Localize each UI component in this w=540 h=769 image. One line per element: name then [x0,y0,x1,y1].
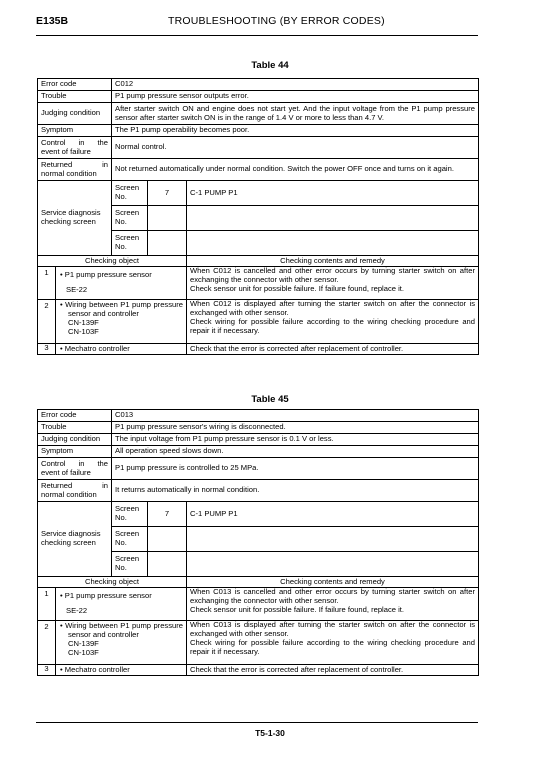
screen-description [187,552,479,577]
checking-object-3 [38,344,187,355]
service-diagnosis-label [38,181,112,256]
screen-label: Screen No. [112,502,148,527]
control-label-line1: Control in the [41,458,108,468]
control-label [38,458,112,480]
checking-contents-header: Checking contents and remedy [187,577,479,588]
check-object-line: CN-139F [68,638,99,648]
control-label-line1: Control in the [41,137,108,147]
screen-description [187,231,479,256]
control-value: P1 pump pressure is controlled to 25 MPa. [112,458,479,480]
checking-remedy-1: When C012 is cancelled and other error occurs by turning starter switch on after exchanging the connector with other sensor. Check sensor unit for possible failure. If failure found, replace it. [187,267,479,300]
control-label [38,137,112,159]
error-code-label: Error code [38,410,112,422]
checking-object-2 [38,621,187,665]
control-label-line2: event of failure [41,146,91,156]
check-number: 1 [38,588,56,620]
check-object-line: • P1 pump pressure sensor [60,591,152,601]
check-object-line: SE-22 [66,285,88,294]
returned-value: Not returned automatically under normal condition. Switch the power OFF once and turns on it again. [112,159,479,181]
check-number: 2 [38,300,56,343]
returned-label [38,159,112,181]
checking-remedy-1: When C013 is cancelled and other error occurs by turning starter switch on after exchanging the connector with other sensor. Check sensor unit for possible failure. If failure found, replace it. [187,588,479,621]
judging-label: Judging condition [38,434,112,446]
judging-label: Judging condition [38,103,112,125]
checking-object-header: Checking object [38,577,187,588]
service-diagnosis-label [38,502,112,577]
returned-value: It returns automatically in normal condition. [112,480,479,502]
returned-label-line2: normal condition [41,168,97,178]
symptom-label: Symptom [38,125,112,137]
screen-number [148,527,187,552]
document-section-title: TROUBLESHOOTING (BY ERROR CODES) [168,15,385,27]
check-object-line: SE-22 [66,606,88,615]
error-table-c012 [37,78,479,355]
returned-label-line1: Returned in [41,480,108,490]
check-object-line: CN-139F [68,317,99,327]
screen-number: 7 [148,502,187,527]
screen-description [187,206,479,231]
table-caption: Table 45 [251,394,289,405]
checking-contents-header: Checking contents and remedy [187,256,479,267]
screen-label: Screen No. [112,181,148,206]
checking-object-2 [38,300,187,344]
error-code-value: C013 [112,410,479,422]
check-object-line: CN-103F [68,647,99,657]
checking-remedy-2: When C012 is displayed after turning the starter switch on after the connector is exchanged with other sensor. Check wiring for possible failure according to the wiring checking procedure and repair it if necessary. [187,300,479,344]
checking-object-1 [38,588,187,621]
screen-description [187,527,479,552]
control-value: Normal control. [112,137,479,159]
check-object-line: • Mechatro controller [60,664,130,674]
trouble-value: P1 pump pressure sensor's wiring is disconnected. [112,422,479,434]
checking-remedy-3: Check that the error is corrected after replacement of controller. [187,344,479,355]
service-label-line2: checking screen [41,538,96,547]
screen-label: Screen No. [112,527,148,552]
screen-number [148,552,187,577]
check-object-line: CN-103F [68,326,99,336]
screen-description: C-1 PUMP P1 [187,502,479,527]
document-model: E135B [36,15,69,27]
returned-label-line1: Returned in [41,159,108,169]
trouble-label: Trouble [38,91,112,103]
control-label-line2: event of failure [41,467,91,477]
checking-remedy-3: Check that the error is corrected after replacement of controller. [187,665,479,676]
symptom-value: The P1 pump operability becomes poor. [112,125,479,137]
check-number: 3 [38,665,56,675]
service-label-line1: Service diagnosis [41,529,101,539]
check-object-line: • P1 pump pressure sensor [60,270,152,280]
table-caption: Table 44 [251,60,289,71]
symptom-value: All operation speed slows down. [112,446,479,458]
check-object-line: • Mechatro controller [60,343,130,353]
judging-value: After starter switch ON and engine does not start yet. And the input voltage from the P1 pump pressure sensor after starter switch ON is in the range of 1.4 V or more to less than 4.7 V. [112,103,479,125]
screen-number: 7 [148,181,187,206]
error-code-value: C012 [112,79,479,91]
screen-label: Screen No. [112,206,148,231]
trouble-label: Trouble [38,422,112,434]
check-number: 2 [38,621,56,664]
symptom-label: Symptom [38,446,112,458]
check-number: 1 [38,267,56,299]
returned-label [38,480,112,502]
screen-label: Screen No. [112,552,148,577]
error-code-label: Error code [38,79,112,91]
checking-object-1 [38,267,187,300]
header-rule [36,35,478,36]
check-object-line: • Wiring between P1 pump pressure sensor and controller [60,300,183,318]
returned-label-line2: normal condition [41,489,97,499]
screen-description: C-1 PUMP P1 [187,181,479,206]
page-number: T5-1-30 [255,728,285,738]
screen-label: Screen No. [112,231,148,256]
check-object-line: • Wiring between P1 pump pressure sensor and controller [60,621,183,639]
checking-object-header: Checking object [38,256,187,267]
screen-number [148,231,187,256]
footer-rule [36,722,478,723]
check-number: 3 [38,344,56,354]
error-table-c013 [37,409,479,676]
trouble-value: P1 pump pressure sensor outputs error. [112,91,479,103]
judging-value: The input voltage from P1 pump pressure sensor is 0.1 V or less. [112,434,479,446]
screen-number [148,206,187,231]
service-label-line1: Service diagnosis [41,208,101,218]
checking-remedy-2: When C013 is displayed after turning the starter switch on after the connector is exchanged with other sensor. Check wiring for possible failure according to the wiring checking procedure and repair it if necessary. [187,621,479,665]
service-label-line2: checking screen [41,217,96,226]
checking-object-3 [38,665,187,676]
